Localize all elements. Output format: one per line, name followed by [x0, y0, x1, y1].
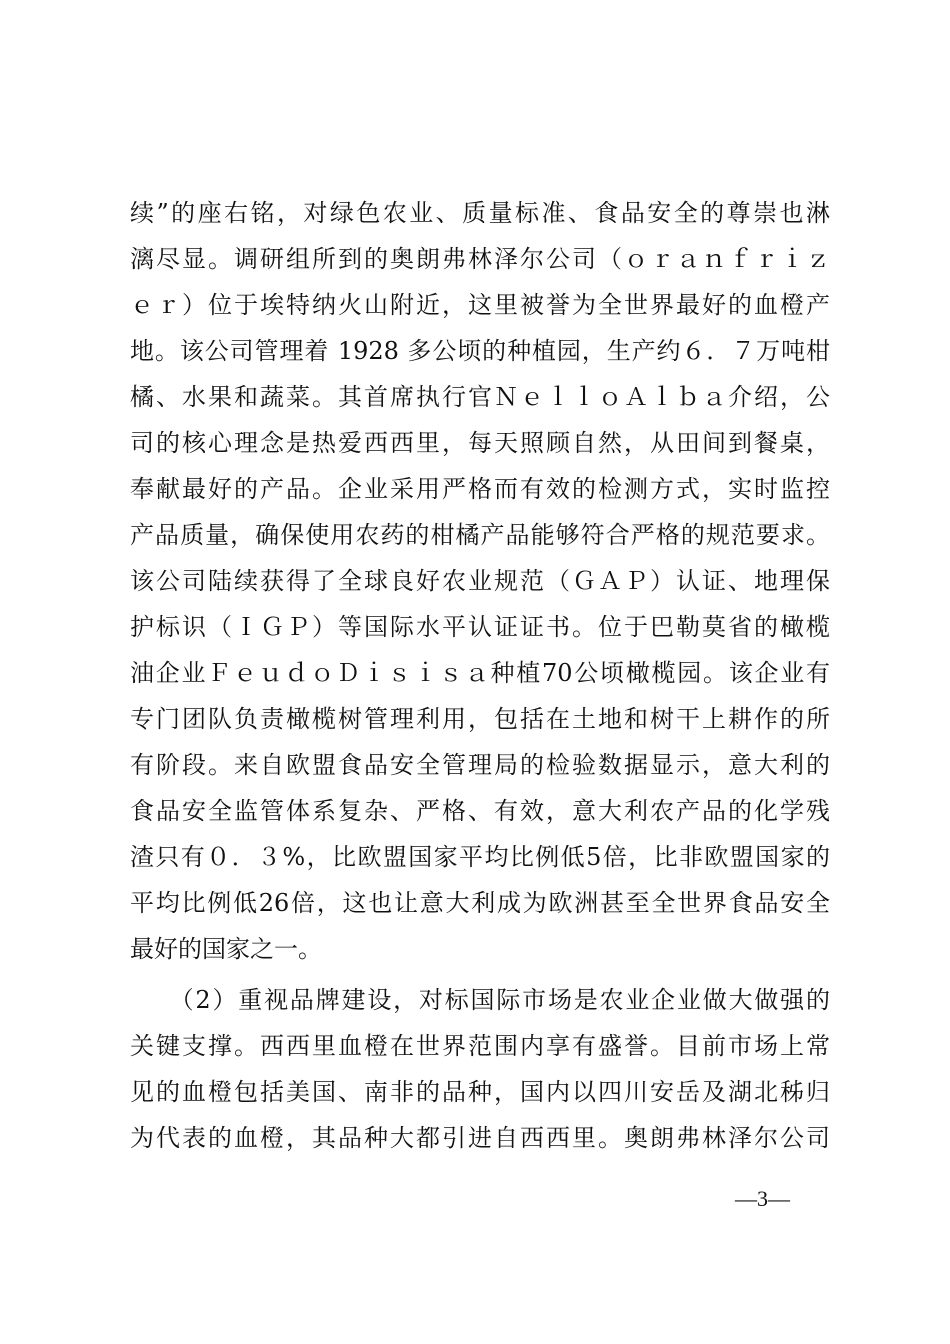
document-body: [130, 190, 830, 1161]
paragraph-1: [130, 190, 830, 972]
text-line: 平均比例低26倍，这也让意大利成为欧洲甚至全世界食品安全: [130, 889, 830, 917]
text-line: 奉献最好的产品。企业采用严格而有效的检测方式，实时监控: [130, 475, 830, 503]
text-line: 油企业ＦｅｕｄｏＤｉｓｉｓａ种植70公顷橄榄园。该企业有: [130, 659, 830, 687]
text-line: 护标识（ＩＧＰ）等国际水平认证证书。位于巴勒莫省的橄榄: [130, 613, 830, 641]
page-number: —3—: [735, 1186, 790, 1211]
text-line: ｅｒ）位于埃特纳火山附近，这里被誉为全世界最好的血橙产: [130, 291, 830, 319]
text-line: 专门团队负责橄榄树管理利用，包括在土地和树干上耕作的所: [130, 705, 830, 733]
paragraph-2: [130, 977, 830, 1161]
text-line: 最好的国家之一。: [130, 935, 322, 963]
text-line: 橘、水果和蔬菜。其首席执行官ＮｅｌｌｏＡｌｂａ介绍，公: [130, 383, 830, 411]
text-line: 关键支撑。西西里血橙在世界范围内享有盛誉。目前市场上常: [130, 1032, 830, 1060]
text-line: （2）重视品牌建设，对标国际市场是农业企业做大做强的: [130, 986, 830, 1014]
text-line: 地。该公司管理着 1928 多公顷的种植园，生产约６．７万吨柑: [130, 337, 830, 365]
text-line: 产品质量，确保使用农药的柑橘产品能够符合严格的规范要求。: [130, 521, 830, 549]
text-line: 见的血橙包括美国、南非的品种，国内以四川安岳及湖北秭归: [130, 1078, 830, 1106]
text-line: 漓尽显。调研组所到的奥朗弗林泽尔公司（ｏｒａｎｆｒｉｚ: [130, 245, 830, 273]
text-line: 为代表的血橙，其品种大都引进自西西里。奥朗弗林泽尔公司: [130, 1124, 830, 1152]
text-line: 食品安全监管体系复杂、严格、有效，意大利农产品的化学残: [130, 797, 830, 825]
text-line: 续”的座右铭，对绿色农业、质量标准、食品安全的尊崇也淋: [130, 199, 830, 227]
text-line: 司的核心理念是热爱西西里，每天照顾自然，从田间到餐桌，: [130, 429, 830, 457]
text-line: 渣只有０．３%，比欧盟国家平均比例低5倍，比非欧盟国家的: [130, 843, 830, 871]
text-line: 该公司陆续获得了全球良好农业规范（ＧＡＰ）认证、地理保: [130, 567, 830, 595]
text-line: 有阶段。来自欧盟食品安全管理局的检验数据显示，意大利的: [130, 751, 830, 779]
